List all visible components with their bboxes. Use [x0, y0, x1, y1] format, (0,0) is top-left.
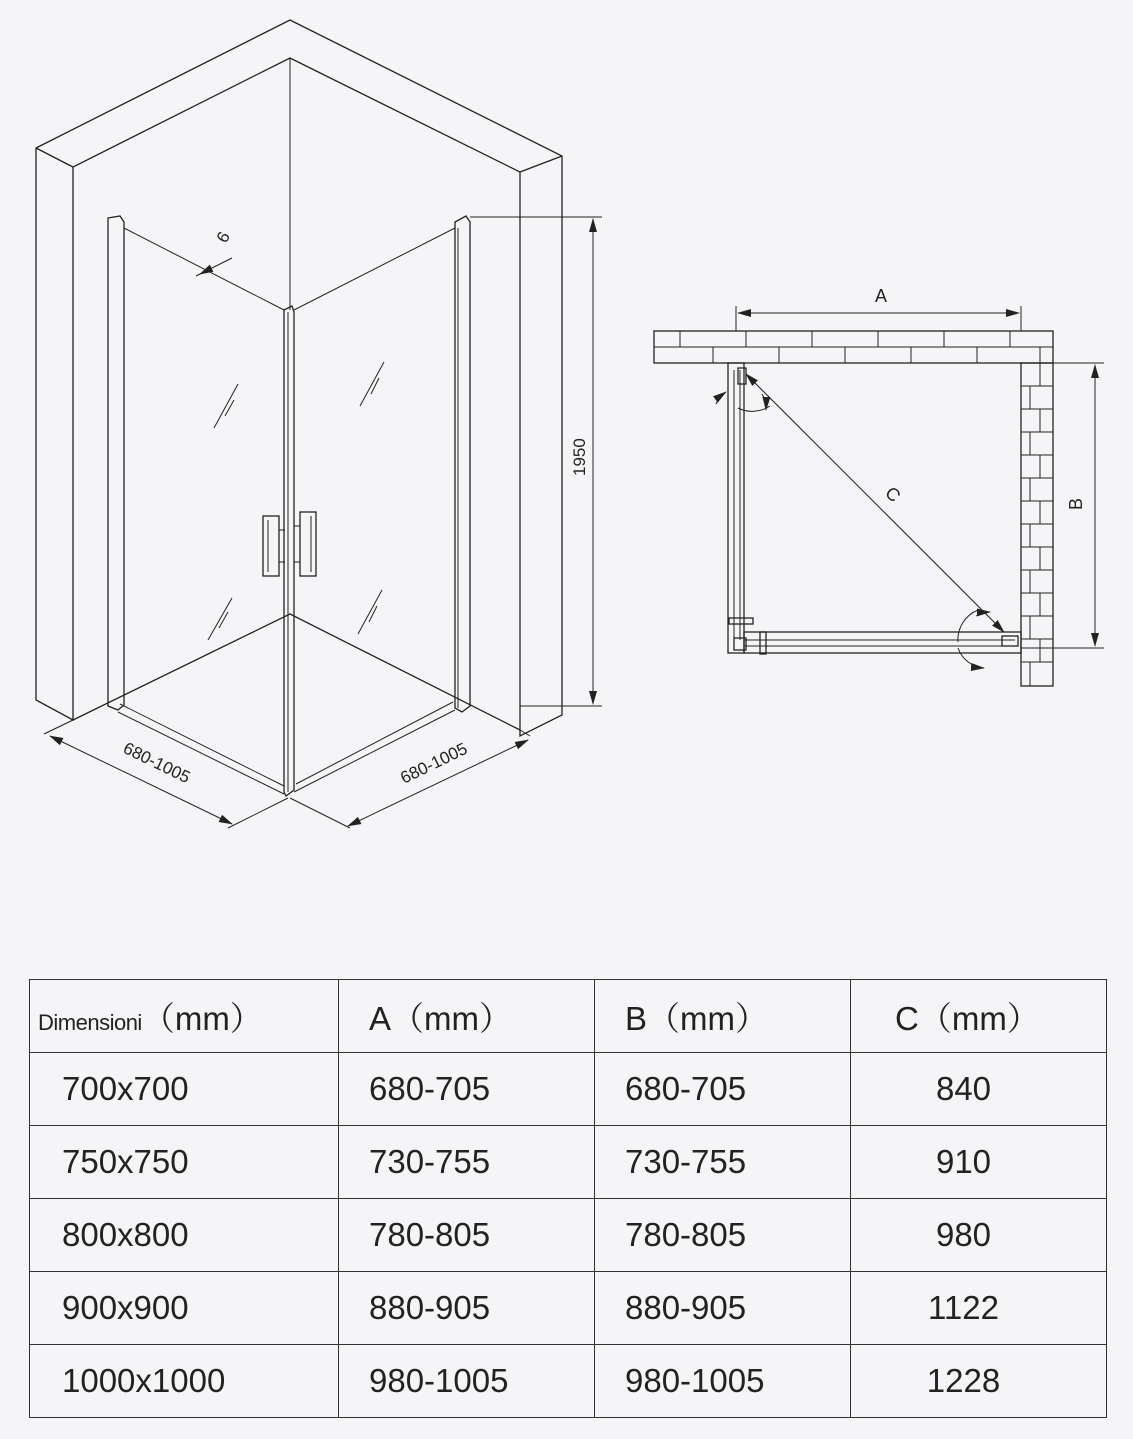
table-row [30, 1199, 1107, 1272]
plan-enclosure [716, 363, 1021, 668]
height-label: 1950 [570, 438, 589, 476]
cell-c: 1122 [851, 1272, 1107, 1345]
cell-c: 840 [851, 1053, 1107, 1126]
cell-a: 880-905 [339, 1272, 595, 1345]
table-row [30, 1272, 1107, 1345]
plan-a-dimension [736, 286, 1021, 331]
cell-size: 800x800 [30, 1199, 339, 1272]
cell-a: 730-755 [339, 1126, 595, 1199]
plan-a-label: A [875, 286, 888, 306]
cell-b: 780-805 [595, 1199, 851, 1272]
right-brick-wall [1021, 363, 1053, 686]
cell-c: 910 [851, 1126, 1107, 1199]
cell-b: 730-755 [595, 1126, 851, 1199]
plan-c-dimension [746, 374, 1004, 632]
height-dimension [470, 217, 602, 706]
table-row [30, 1345, 1107, 1418]
header-a: A（mm） [339, 980, 595, 1053]
header-dimensions-unit: （mm） [141, 999, 263, 1037]
width-left-label: 680-1005 [120, 738, 194, 788]
table-header-row [30, 980, 1107, 1053]
left-door-panel [108, 216, 294, 796]
cell-c: 1228 [851, 1345, 1107, 1418]
table-row [30, 1053, 1107, 1126]
header-c: C（mm） [851, 980, 1107, 1053]
cell-b: 680-705 [595, 1053, 851, 1126]
dimensions-table [29, 979, 1107, 1418]
plan-view [654, 286, 1104, 686]
cell-size: 750x750 [30, 1126, 339, 1199]
header-dimensions [30, 980, 339, 1053]
cell-size: 900x900 [30, 1272, 339, 1345]
width-right-label: 680-1005 [397, 739, 471, 788]
top-brick-wall [654, 331, 1053, 363]
cell-size: 1000x1000 [30, 1345, 339, 1418]
right-door-panel [294, 216, 470, 792]
header-dimensions-label: Dimensioni [38, 1009, 142, 1035]
cell-a: 780-805 [339, 1199, 595, 1272]
cell-a: 680-705 [339, 1053, 595, 1126]
floor-outline [73, 614, 520, 730]
cell-a: 980-1005 [339, 1345, 595, 1418]
cell-size: 700x700 [30, 1053, 339, 1126]
isometric-view [36, 20, 602, 828]
glass-thickness-label: 6 [212, 228, 234, 246]
plan-c-label: C [881, 482, 905, 507]
cell-b: 980-1005 [595, 1345, 851, 1418]
glass-thickness-dimension [196, 229, 234, 276]
header-b: B（mm） [595, 980, 851, 1053]
cell-b: 880-905 [595, 1272, 851, 1345]
table-row [30, 1126, 1107, 1199]
width-right-dimension [290, 730, 530, 828]
plan-b-label: B [1066, 497, 1086, 510]
wall-outline [36, 20, 562, 736]
cell-c: 980 [851, 1199, 1107, 1272]
plan-b-dimension [1021, 363, 1104, 648]
